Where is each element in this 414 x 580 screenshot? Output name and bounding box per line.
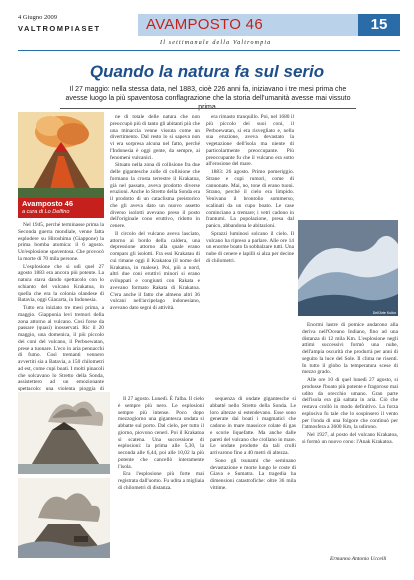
paragraph: era rimasto tranquillo. Poi, nel 1680 il più piccolo dei suoi coni, il Perboewatan, si era risvegliato e, nella sua eruzione, aveva devastato la vegetazione dell'isola ma niente di particolarmente preoccupante. Più preoccupante fu che il vulcano era sotto all'erosione del mare. [206,114,294,168]
paragraph: Nel 1927, al posto del vulcano Krakatoa, si formò un nuovo cono: l'Anak Krakatoa. [302,432,398,445]
paragraph: Il 27 agosto. Lunedì. È l'alba. Il cielo è sempre più nero. Le esplosioni sempre più intense. Poco dopo mezzogiorno una gigantesca ondata si abbatte sul porto. Dal cielo, per tutto il giorno, piovono ceneri. Poi il Krakatoa si scatena. Una successione di esplosioni: la prima alle 5,30, la seconda alle 6,44, poi alle 10,02 la più potente che cancellò interamente l'isola. [118,396,204,470]
volcano-illustration [18,112,104,198]
page-header [0,0,414,54]
article-column-6 [210,396,296,568]
caption-title: Avamposto 46 [22,199,73,208]
paragraph: Nel 1945, perché terminasse prima la Seconda guerra mondiale, venne fatta esplodere su Hiroshima (Giappone) la prima bomba atomica: il 6 agosto. Un'esplosione spaventosa. Che provocò la morte di 70 mila persone. [18,222,104,262]
lead-rule [60,108,356,109]
paragraph: Alle ore 10 di quel lunedì 27 agosto, si produsse l'boato più potente e fragoroso mai udito da orecchio umano. Gran parte dell'isola era già saltata in aria. Ciò che restava crollò in modo definitivo. La forza esplosiva fu tale che lo sospinsero il vento per l'onda di una folgore che continuò per l'atmosfera a 3600 Km, la udirono. [302,377,398,431]
paragraph: Enormi lastre di pomice andarono alla deriva nell'Oceano Indiano, fino ad una distanza di 12 mila Km. L'esplosione negli attimi successivi formò una nube, dell'ampia oscurità che produrrà per anni di seguito la luce del Sole. Il clima ne risentì. In tutto il globo la temperatura scese di mezzo grado. [302,322,398,376]
author-signature: Ermanno Antonio Uccelli [330,556,387,562]
eruption-engraving-2 [18,478,110,558]
paragraph: Sono gli tsunami che seminano devastazione e morte lungo le coste di Giava e Sumatra. La tragedia ha dimensioni catastrofiche: oltre 36 mila vittime. [210,457,296,491]
eruption-engraving-1 [18,392,110,474]
page-number-box [358,14,400,36]
paragraph: Il circolo del vulcano aveva lasciato, attorno ai bordo della caldera, una depressione attorno alla quale erano compars gli isolotti. Fra essi Krakatau di cui rimane oggi il Krakatoa (il nome del Krakatoa, in malese). Poi, più a nord, altri due coni eruttivi minori si erano sviluppati e congiunti con Rakata e avevano formato Rakata di Krakatoa. C'era anche il fatto che almeno altri 36 vulcani nell'arcipelago indonesiano, avevano dato segni di attività. [110,230,200,311]
image-credit: Dell'Arte Kultur [372,311,396,315]
paragraph: Era l'esplosione più forte mai registrata dall'uomo. Fu udita a migliaia di chilometri di distanza. [118,471,205,491]
article-column-5 [118,396,204,568]
tsunami-image [298,220,398,316]
paragraph: Sprazzi luminosi solcano il cielo. Il vulcano ha ripreso a parlare. Alle ore 14 un enorme boato fa sobbalzare tutti. Una nube di cenere e lapilli si alza per decine di chilometri. [206,230,294,264]
article-column-3 [206,114,294,390]
article-column-4 [302,322,398,554]
volcano-image [18,112,104,198]
caption-box [18,198,104,218]
paragraph: sequenza di ondate gigantesche si abbatté nello Stretto della Sonda. Le loro altezze si estendevano. Esse sono generate dai boati i magmatici che cadono in mare massicce colate di gas e scorie liquefatte. Ma anche dalle pareti del vulcano che crollano in mare. Le ondate prodotte da tali crolli arrivarono fino a 40 metri di altezza. [210,396,296,456]
paragraph: Tutto era iniziato tre mesi prima, a maggio. Giapponia levi tremori della zona attorno al vulcano. Così forse da passare (quasi) inosservati. Ric il 20 maggio, una domenica, il più piccolo dei coni del vulcano, il Perboewatan, prese a tuonare. L'eco in aria pennacchi di fumo. Così tremanti vennero avvertiti sia a Batavia, a 150 chilometri ad est, come cupi boati. I molti pinacoli che solcavano lo Stretto della Sonda, assistettero ad un emozionante spettacolo: una violenta pioggia di [18,305,104,392]
issue-date: 4 Giugno 2009 [18,14,57,21]
engraving-illustration [18,478,110,558]
article-title: Quando la natura fa sul serio [89,62,325,81]
paragraph: 1883: 26 agosto. Primo pomeriggio. Strane e cupi rumori, come di cannonate. Mai, no, tone di erano tuoni. Strano, perché il cielo era limpido. Venivano il brontolio sommerso, scalinati da un cupo boato. Le case cominciano a tremare; i vetri cadono in frantumi. La popolazione, presa dal panico, abbandona le abitazioni. [206,169,294,229]
article-column-2 [110,114,200,390]
page-number: 15 [370,16,388,33]
engraving-illustration [18,392,110,474]
paragraph: ne di totale delle natura che non preoccupò più di tanto gli abitanti più che una minaccia venne vissuta come un divertimento. Dal resto lo si sapeva non vi era sorpresa alcuna nel fatto, perché l'Indonesia è oggi gente, da sempre, ai fenomeni vulcanici. [110,114,200,161]
publication-name: VALTROMPIASET [18,24,101,33]
header-rule [18,50,400,51]
article-lead: Il 27 maggio: nella stessa data, nel 1883, cioè 226 anni fa, iniziavano i tre mesi prima che avesse luogo la più spaventosa conflagrazione che la storia dell'umanità avesse mai vissuto [65,86,351,102]
paragraph: Situato nella zona di collisione fra due delle gigantesche zolle di collisione che formano la crosta terrestre il Krakatoa, già nel passato, aveva prodotto diverse eruzioni. Anche lo Stretto della Sonda era il prodotto di un cataclisma preistorico che gli aveva dato un nuovo assetto diverso isolotti avevano preso il posto dell'originale cono eruttivo, ridotto in cenere. [110,162,200,229]
section-title: AVAMPOSTO 46 [146,16,263,33]
paragraph: L'esplosione che si udì quel 27 agosto 1883 era ancora più potente. La natura stava dando spettacolo con lo schianto del vulcano Krakatoa, in quella che era la colonia olandese di Batavia, oggi Giacarta, in Indonesia. [18,263,104,304]
tsunami-illustration [298,220,398,316]
publication-subtitle: Il settimanale della Valtrompia [160,40,272,46]
article-column-1 [18,222,104,390]
caption-author: a cura di Lo Delfino [22,209,70,215]
